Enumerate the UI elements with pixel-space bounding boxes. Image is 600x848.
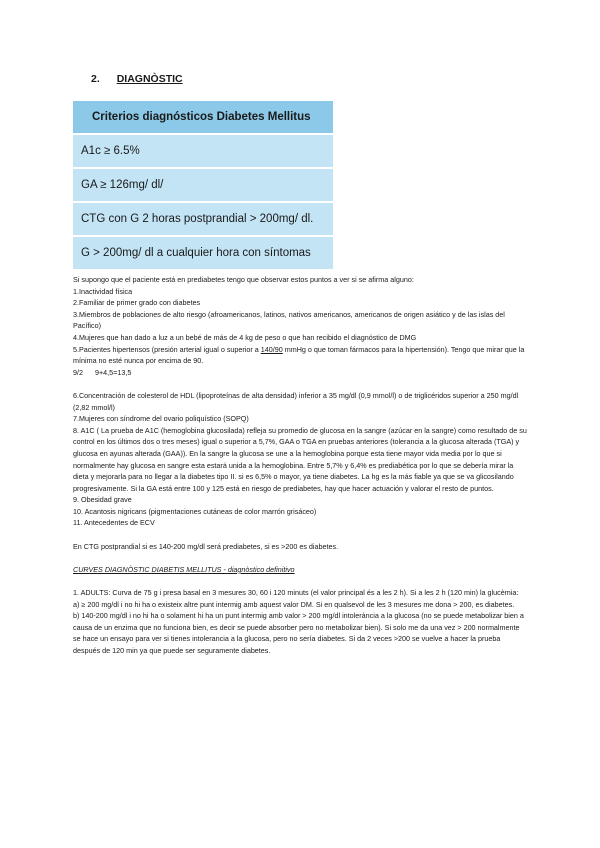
list-item: 6.Concentración de colesterol de HDL (lipoproteínas de alta densidad) inferior a 35 mg/dl (0,9 mmol/l) o de triglicéridos superior a 250 mg/dl (2,82 mmol/l) xyxy=(73,390,519,412)
intro-paragraph: Si supongo que el paciente está en prediabetes tengo que observar estos puntos a ver si se afirma alguno: xyxy=(73,275,414,284)
criteria-table xyxy=(73,101,333,271)
curves-title: CURVES DIAGNÒSTIC DIABETIS MELLITUS - diagnòstico definitivo xyxy=(73,564,295,574)
criteria-row: A1c ≥ 6.5% xyxy=(73,135,333,169)
body-text xyxy=(73,274,529,657)
list-item: 10. Acantosis nigricans (pigmentaciones cutáneas de color marrón grisáceo) xyxy=(73,506,317,516)
list-item: 2.Familiar de primer grado con diabetes xyxy=(73,298,201,308)
list-item: 5.Pacientes hipertensos (presión arterial igual o superior a 140/90 mmHg o que toman fármacos para la hipertensión). Tengo que mirar que la mínima no esté nunca por encima de 90. xyxy=(73,344,525,366)
list-item: 8. A1C ( La prueba de A1C (hemoglobina glucosilada) refleja su promedio de glucosa en la sangre (azúcar en la sangre) como resultado de su control en los últimos dos o tres meses) igual o superior a 5,7%, GAA o TGA en pruebas anteriores (tolerancia a la glucosa alterada (TGA) y glucosa en ayunas alterada (GAA)). En la sangre la glucosa se une a la hemoglobina porque esta tiene mayor vida media por lo que si normalmente hay glucosa en sangre esta estará unida a la hemoglobina. Entre 5,7% y 6,4% es prediabética por lo que se debería mirar la dieta y mejorarla para no llegar a la diabetes tipo II. si es 6,5% o mayor, ya tiene diabetes. La hg es la más fiable ya que se va glicosilando progresivamente. Si la GA está entre 100 y 125 está en riesgo de prediabetes, hay que hacer actuación y valorar el resto de puntos. xyxy=(73,425,527,493)
list-item: 7.Mujeres con síndrome del ovario poliquístico (SOPQ) xyxy=(73,414,249,424)
list-item: 3.Miembros de poblaciones de alto riesgo (afroamericanos, latinos, nativos americanos, americanos de origen asiático y de las islas del Pacífico) xyxy=(73,309,505,331)
criteria-table-header: Criterios diagnósticos Diabetes Mellitus xyxy=(73,101,333,135)
criteria-row: GA ≥ 126mg/ dl/ xyxy=(73,169,333,203)
section-heading xyxy=(91,73,183,85)
adults-paragraph: 1. ADULTS: Curva de 75 g i presa basal en 3 mesures 30, 60 i 120 minuts (el valor principal és a les 2 h). Si a les 2 h (120 min) la glucèmia: xyxy=(73,588,519,598)
option-a: a) ≥ 200 mg/dl i no hi ha o existeix altre punt intermig amb aquest valor DM. Si en qualsevol de les 3 mesures me dona > 200, es diabetes. xyxy=(73,599,515,609)
list-item: 11. Antecedentes de ECV xyxy=(73,518,155,528)
criteria-row: G > 200mg/ dl a cualquier hora con síntomas xyxy=(73,237,333,271)
list-item: 1.Inactividad física xyxy=(73,286,133,296)
section-title: DIAGNÒSTIC xyxy=(116,73,183,85)
list-item: 9. Obesidad grave xyxy=(73,495,132,505)
option-b: b) 140-200 mg/dl i no hi ha o solament hi ha un punt intermig amb valor > 200 mg/dl intolerància a la glucosa (no se puede metabolizar bien a causa de un enzima que no funciona bien, es decir se puede absorber pero no metabolizar bien). Si solo me da una vez > 200 normalmente se hace un ensayo para ver si tienes intolerancia a la glucosa, pero no sería diabetes. Si da 2 veces >200 se vuelve a hacer la prueba después de 120 min ya que puede ser seguramente diabetes. xyxy=(73,611,524,655)
section-number: 2. xyxy=(91,73,100,85)
ctg-paragraph: En CTG postprandial si es 140-200 mg/dl será prediabetes, si es >200 es diabetes. xyxy=(73,541,339,551)
calculation-note: 9/2 9+4,5=13,5 xyxy=(73,367,132,377)
criteria-row: CTG con G 2 horas postprandial > 200mg/ dl. xyxy=(73,203,333,237)
list-item: 4.Mujeres que han dado a luz a un bebé de más de 4 kg de peso o que han recibido el diagnóstico de DMG xyxy=(73,332,417,342)
